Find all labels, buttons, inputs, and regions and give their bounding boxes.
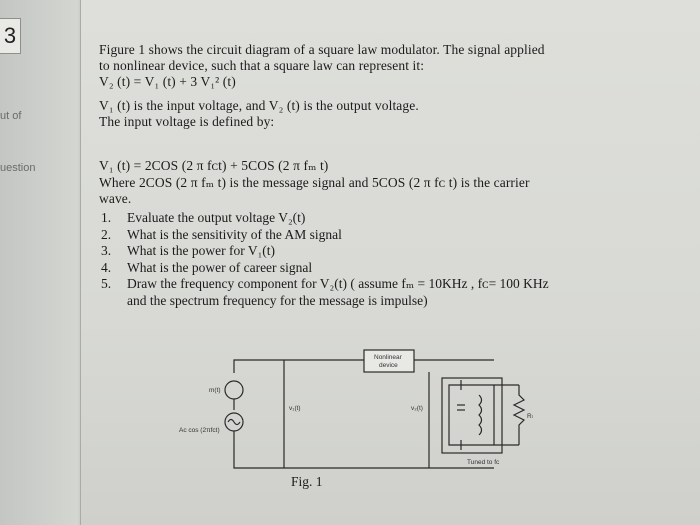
question-list (101, 210, 549, 309)
problem-text-3: V₁ (t) is the input voltage, and V₂ (t) is the output voltage. (99, 98, 419, 113)
nonlinear-label-2: device (379, 362, 398, 369)
v1-label: v₁(t) (289, 405, 301, 412)
problem-text-2: to nonlinear device, such that a square law can represent it: (99, 58, 425, 73)
equation-2: V₁ (t) = 2COS (2 π fᴄt) + 5COS (2 π fₘ t) (99, 158, 329, 173)
question-content (80, 0, 700, 525)
load-resistor-label: Rₗ (527, 413, 533, 420)
list-item: 4. What is the power of career signal (101, 259, 313, 275)
problem-text-5: Where 2COS (2 π fₘ t) is the message signal and 5COS (2 π fᴄ t) is the carrier (99, 175, 530, 190)
problem-text-6: wave. (99, 191, 132, 206)
source2-label: Aᴄ cos (2πfᴄt) (179, 427, 220, 434)
out-of-label: ut of (0, 110, 22, 122)
problem-text-4: The input voltage is defined by: (99, 114, 275, 129)
source1-label: m(t) (209, 387, 221, 394)
problem-text-1: Figure 1 shows the circuit diagram of a square law modulator. The signal applied (99, 42, 545, 57)
circuit-diagram (139, 340, 559, 480)
figure-caption: Fig. 1 (291, 474, 323, 489)
equation-1: V₂ (t) = V₁ (t) + 3 V₁² (t) (99, 74, 236, 89)
question-label: uestion (0, 162, 36, 174)
v2-label: v₂(t) (411, 405, 423, 412)
list-item: 3. What is the power for V₁(t) (101, 243, 276, 258)
list-item-continuation: and the spectrum frequency for the message is impulse) (127, 292, 428, 308)
question-number[interactable]: 3 (0, 18, 21, 54)
tuned-label: Tuned to fᴄ (467, 459, 500, 466)
circuit-figure (139, 340, 559, 480)
list-item: 5. Draw the frequency component for V₂(t) ( assume fₘ = 10KHz , fᴄ= 100 KHz (101, 276, 549, 291)
question-sidebar (0, 0, 78, 525)
list-item: 1. Evaluate the output voltage V₂(t) (101, 210, 306, 225)
list-item: 2. What is the sensitivity of the AM signal (101, 226, 342, 242)
nonlinear-label-1: Nonlinear (374, 354, 402, 361)
